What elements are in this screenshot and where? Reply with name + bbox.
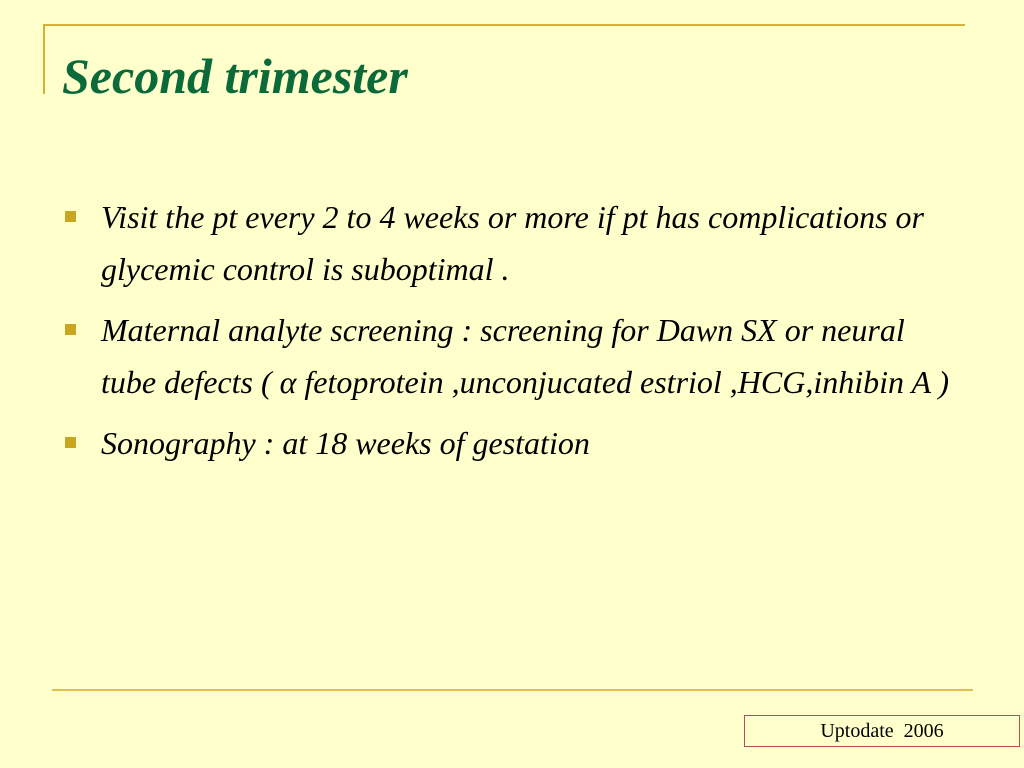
square-bullet-icon [65,211,76,222]
left-border-line [43,24,45,94]
source-citation: Uptodate 2006 [820,719,944,742]
bullet-item-screening [62,304,962,408]
square-bullet-icon [65,324,76,335]
bullet-item-sonography [62,417,962,469]
top-border-line [43,24,965,26]
bullet-list [62,191,962,478]
bullet-text: Sonography : at 18 weeks of gestation [101,425,590,461]
bullet-text: Visit the pt every 2 to 4 weeks or more if pt has complications or glycemic control is suboptimal . [101,199,924,287]
bullet-text: Maternal analyte screening : screening for Dawn SX or neural tube defects ( α fetoprotein ,unconjucated estriol ,HCG,inhibin A ) [101,312,950,400]
square-bullet-icon [65,437,76,448]
source-citation-box [744,715,1020,747]
slide-title: Second trimester [62,48,408,104]
bullet-item-visits [62,191,962,295]
footer-divider [52,689,973,691]
